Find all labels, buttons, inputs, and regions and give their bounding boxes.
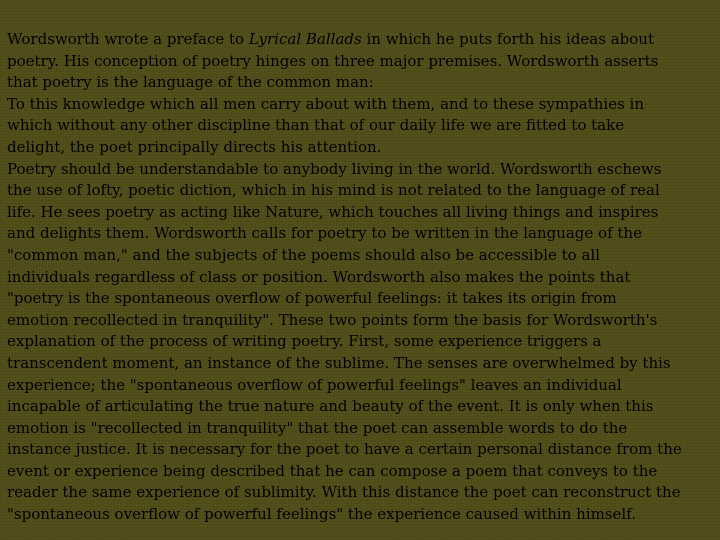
text-line: explanation of the process of writing poetry. First, some experience triggers a: [7, 332, 602, 351]
text-line: experience; the "spontaneous overflow of powerful feelings" leaves an individual: [7, 375, 622, 394]
text-line: that poetry is the language of the common man:: [7, 73, 374, 92]
paragraph-quotation: [7, 94, 715, 159]
text-line: Wordsworth wrote a preface to Lyrical Ballads in which he puts forth his ideas about: [7, 30, 654, 48]
text-line: reader the same experience of sublimity. With this distance the poet can reconstruct the: [7, 483, 681, 502]
text-line: emotion recollected in tranquility". These two points form the basis for Wordsworth's: [7, 310, 658, 329]
text-line: event or experience being described that he can compose a poem that conveys to the: [7, 461, 658, 480]
body-text: [7, 29, 715, 526]
text-line: which without any other discipline than that of our daily life we are fitted to take: [7, 116, 625, 135]
text-line: instance justice. It is necessary for the poet to have a certain personal distance from the: [7, 440, 682, 459]
text-line: "poetry is the spontaneous overflow of powerful feelings: it takes its origin from: [7, 289, 617, 308]
text-line: incapable of articulating the true nature and beauty of the event. It is only when this: [7, 397, 654, 416]
text-line: and delights them. Wordsworth calls for poetry to be written in the language of the: [7, 224, 642, 243]
text-line: To this knowledge which all men carry about with them, and to these sympathies in: [7, 94, 645, 113]
text-line: the use of lofty, poetic diction, which in his mind is not related to the language of real: [7, 181, 660, 200]
text-line: Poetry should be understandable to anybody living in the world. Wordsworth eschews: [7, 159, 662, 178]
text-line: "spontaneous overflow of powerful feelings" the experience caused within himself.: [7, 505, 636, 524]
paragraph-preface: [7, 29, 715, 94]
text-line: emotion is "recollected in tranquility" that the poet can assemble words to do the: [7, 418, 628, 437]
text-line: transcendent moment, an instance of the sublime. The senses are overwhelmed by this: [7, 353, 671, 372]
text-line: "common man," and the subjects of the poems should also be accessible to all: [7, 245, 600, 264]
text-line: individuals regardless of class or position. Wordsworth also makes the points that: [7, 267, 631, 286]
book-title: Lyrical Ballads: [248, 30, 362, 48]
paragraph-discussion: [7, 159, 715, 526]
text-line: poetry. His conception of poetry hinges on three major premises. Wordsworth asserts: [7, 51, 659, 70]
text-line: life. He sees poetry as acting like Nature, which touches all living things and inspires: [7, 202, 659, 221]
text-line: delight, the poet principally directs his attention.: [7, 137, 382, 156]
